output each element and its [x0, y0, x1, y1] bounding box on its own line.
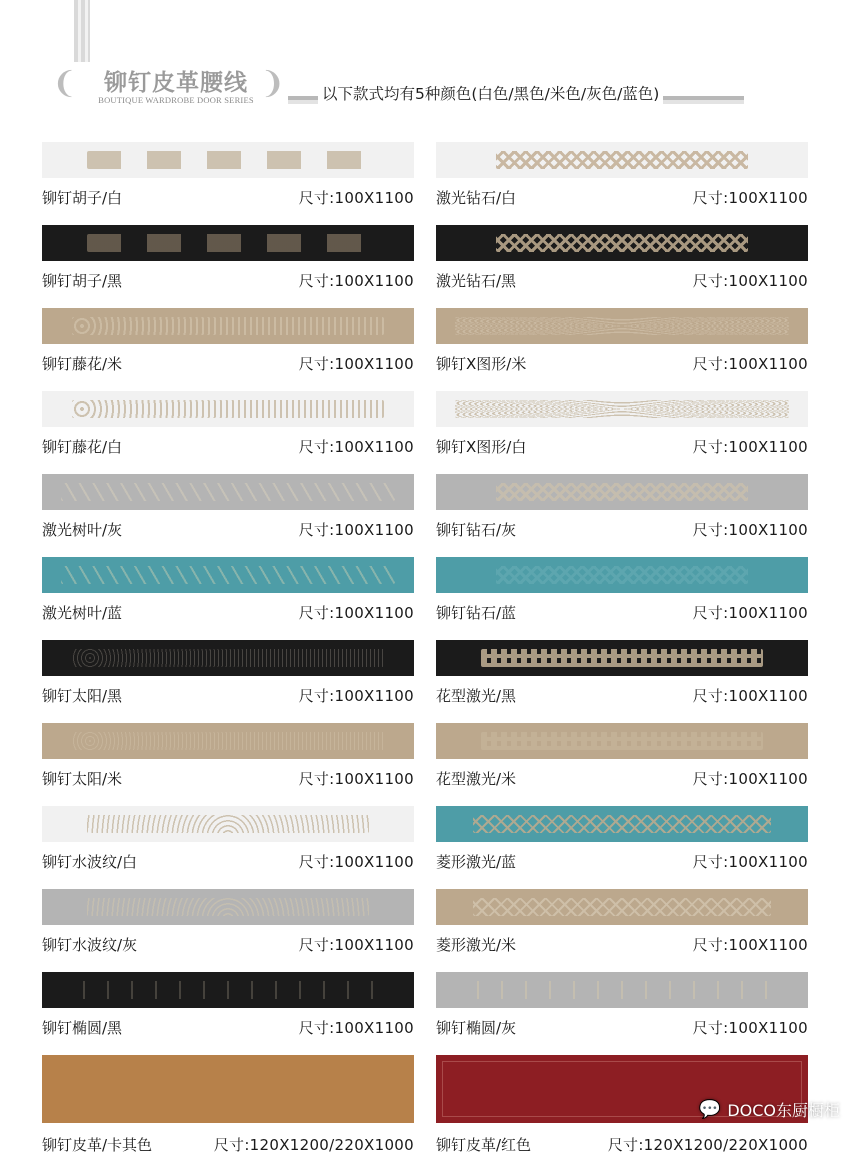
product-size: 尺寸:100X1100 [298, 853, 414, 871]
product-row [42, 723, 810, 806]
product-size: 尺寸:100X1100 [298, 936, 414, 954]
product-caption [436, 768, 808, 789]
product-name: 铆钉钻石/灰 [436, 521, 517, 539]
product-card [42, 1055, 414, 1155]
product-caption [42, 519, 414, 540]
product-size: 尺寸:100X1100 [298, 189, 414, 207]
product-size: 尺寸:100X1100 [692, 1019, 808, 1037]
product-swatch [436, 723, 808, 759]
product-swatch [436, 889, 808, 925]
product-caption [42, 851, 414, 872]
product-name: 菱形激光/蓝 [436, 853, 517, 871]
laurel-right-icon: ❩ [260, 66, 286, 101]
product-row [42, 889, 810, 972]
product-name: 铆钉X图形/白 [436, 438, 527, 456]
product-caption [436, 353, 808, 374]
vine-pattern [72, 317, 384, 335]
product-row [42, 557, 810, 640]
product-row [42, 474, 810, 557]
product-swatch [42, 640, 414, 676]
product-card [436, 972, 808, 1038]
product-name: 铆钉水波纹/白 [42, 853, 138, 871]
product-swatch [42, 391, 414, 427]
product-name: 铆钉藤花/米 [42, 355, 123, 373]
product-size: 尺寸:100X1100 [692, 853, 808, 871]
product-caption [42, 685, 414, 706]
product-size: 尺寸:100X1100 [298, 355, 414, 373]
decorative-vertical-bar [74, 0, 90, 62]
product-caption [42, 270, 414, 291]
watermark-text: DOCO东厨橱柜 [727, 1101, 840, 1120]
product-name: 铆钉X图形/米 [436, 355, 527, 373]
sun-pattern [72, 649, 384, 667]
product-size: 尺寸:100X1100 [298, 438, 414, 456]
product-caption [42, 768, 414, 789]
product-swatch [42, 723, 414, 759]
product-size: 尺寸:100X1100 [692, 521, 808, 539]
product-grid [42, 142, 810, 1163]
product-row [42, 806, 810, 889]
product-name: 铆钉椭圆/灰 [436, 1019, 517, 1037]
product-swatch [436, 225, 808, 261]
product-card [42, 557, 414, 623]
vine-pattern [72, 400, 384, 418]
product-size: 尺寸:100X1100 [692, 189, 808, 207]
product-swatch [436, 806, 808, 842]
diamond-pattern [473, 815, 771, 833]
product-swatch [436, 557, 808, 593]
product-row [42, 972, 810, 1055]
leaf-pattern [61, 566, 396, 584]
product-size: 尺寸:100X1100 [298, 1019, 414, 1037]
product-swatch [42, 308, 414, 344]
product-name: 铆钉胡子/黑 [42, 272, 123, 290]
product-row [42, 640, 810, 723]
leaf-pattern [61, 483, 396, 501]
watermark [699, 1098, 840, 1121]
product-row [42, 142, 810, 225]
product-caption [436, 934, 808, 955]
product-name: 铆钉藤花/白 [42, 438, 123, 456]
product-name: 铆钉胡子/白 [42, 189, 123, 207]
product-size: 尺寸:100X1100 [298, 770, 414, 788]
mustache-pattern [87, 234, 370, 252]
product-swatch [436, 474, 808, 510]
product-caption [436, 519, 808, 540]
product-row [42, 225, 810, 308]
product-size: 尺寸:100X1100 [692, 272, 808, 290]
product-size: 尺寸:100X1100 [692, 438, 808, 456]
diamond-pattern [473, 898, 771, 916]
product-card [436, 806, 808, 872]
xshape-pattern [455, 317, 790, 335]
product-name: 铆钉水波纹/灰 [42, 936, 138, 954]
product-row [42, 1055, 810, 1163]
product-name: 激光钻石/黑 [436, 272, 517, 290]
product-name: 菱形激光/米 [436, 936, 517, 954]
laurel-left-icon: ❨ [52, 66, 78, 101]
product-caption [42, 602, 414, 623]
product-swatch [42, 225, 414, 261]
product-card [42, 225, 414, 291]
page-subtitle: BOUTIQUE WARDROBE DOOR SERIES [98, 95, 254, 105]
product-row [42, 391, 810, 474]
product-card [436, 308, 808, 374]
product-card [42, 142, 414, 208]
product-card [436, 225, 808, 291]
product-name: 激光树叶/蓝 [42, 604, 123, 622]
wechat-bubble-icon: 💬 [698, 1099, 722, 1120]
product-size: 尺寸:100X1100 [692, 604, 808, 622]
product-name: 激光树叶/灰 [42, 521, 123, 539]
oval-pattern [79, 981, 377, 999]
product-card [42, 640, 414, 706]
oval-pattern [473, 981, 771, 999]
product-swatch [436, 142, 808, 178]
product-card [42, 308, 414, 374]
product-name: 花型激光/米 [436, 770, 517, 788]
product-card [42, 474, 414, 540]
product-caption [436, 436, 808, 457]
product-caption [436, 187, 808, 208]
product-caption [42, 1017, 414, 1038]
product-caption [42, 187, 414, 208]
product-caption [436, 851, 808, 872]
product-swatch [42, 889, 414, 925]
sun-pattern [72, 732, 384, 750]
product-size: 尺寸:100X1100 [298, 687, 414, 705]
product-swatch [42, 557, 414, 593]
product-name: 铆钉椭圆/黑 [42, 1019, 123, 1037]
color-note: 以下款式均有5种颜色(白色/黑色/米色/灰色/蓝色) [318, 82, 663, 104]
product-card [42, 391, 414, 457]
product-swatch [436, 640, 808, 676]
product-caption [436, 602, 808, 623]
product-card [42, 806, 414, 872]
product-card [436, 723, 808, 789]
mustache-pattern [87, 151, 370, 169]
flower-pattern [481, 732, 764, 750]
product-name: 铆钉皮革/卡其色 [42, 1136, 153, 1154]
xshape-pattern [455, 400, 790, 418]
product-caption [42, 1134, 414, 1155]
wave-pattern [87, 815, 370, 833]
product-size: 尺寸:100X1100 [298, 604, 414, 622]
lattice-pattern [496, 483, 749, 501]
product-card [42, 972, 414, 1038]
page-title: 铆钉皮革腰线 [104, 69, 248, 96]
page-header [52, 62, 752, 112]
product-card [436, 557, 808, 623]
product-size: 尺寸:100X1100 [298, 272, 414, 290]
product-swatch [42, 1055, 414, 1123]
product-card [436, 391, 808, 457]
product-caption [42, 353, 414, 374]
wave-pattern [87, 898, 370, 916]
product-card [436, 889, 808, 955]
product-card [436, 142, 808, 208]
product-size: 尺寸:100X1100 [692, 355, 808, 373]
flower-pattern [481, 649, 764, 667]
product-swatch [436, 308, 808, 344]
product-size: 尺寸:100X1100 [692, 770, 808, 788]
product-name: 铆钉太阳/米 [42, 770, 123, 788]
product-size: 尺寸:120X1200/220X1000 [213, 1136, 414, 1154]
product-swatch [42, 142, 414, 178]
product-name: 激光钻石/白 [436, 189, 517, 207]
product-name: 铆钉皮革/红色 [436, 1136, 532, 1154]
product-card [436, 640, 808, 706]
product-caption [42, 436, 414, 457]
product-swatch [436, 972, 808, 1008]
product-card [436, 474, 808, 540]
product-swatch [42, 972, 414, 1008]
product-swatch [42, 474, 414, 510]
product-card [42, 723, 414, 789]
lattice-pattern [496, 566, 749, 584]
product-size: 尺寸:100X1100 [298, 521, 414, 539]
product-caption [436, 270, 808, 291]
product-caption [436, 1017, 808, 1038]
product-name: 花型激光/黑 [436, 687, 517, 705]
product-caption [42, 934, 414, 955]
product-row [42, 308, 810, 391]
product-name: 铆钉太阳/黑 [42, 687, 123, 705]
product-swatch [436, 391, 808, 427]
product-size: 尺寸:100X1100 [692, 936, 808, 954]
lattice-pattern [496, 151, 749, 169]
lattice-pattern [496, 234, 749, 252]
product-size: 尺寸:120X1200/220X1000 [607, 1136, 808, 1154]
product-name: 铆钉钻石/蓝 [436, 604, 517, 622]
product-swatch [42, 806, 414, 842]
product-caption [436, 685, 808, 706]
product-caption [436, 1134, 808, 1155]
product-size: 尺寸:100X1100 [692, 687, 808, 705]
product-card [42, 889, 414, 955]
